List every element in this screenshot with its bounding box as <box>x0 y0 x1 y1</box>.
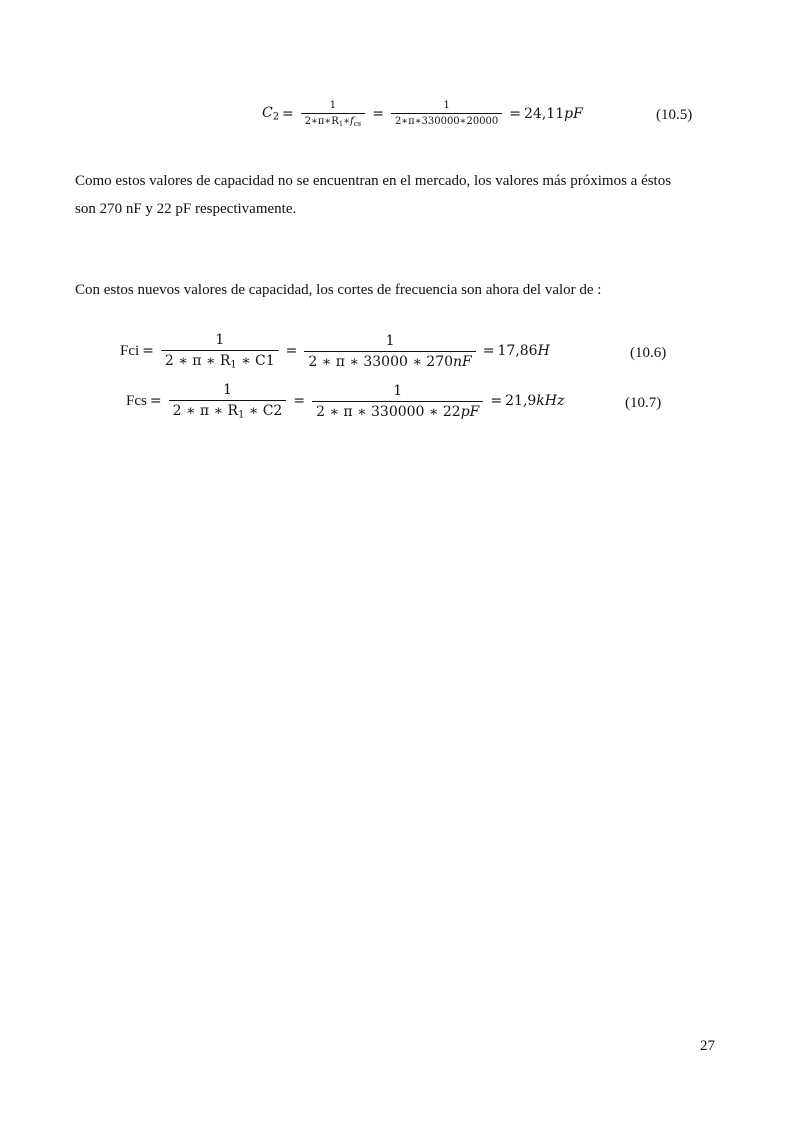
eq107-result <box>505 393 564 409</box>
eq105-result-unit: pF <box>564 105 583 122</box>
eq106-result-value: 17,86 <box>497 343 538 360</box>
eq105-frac1-numerator: 1 <box>329 100 337 111</box>
eq107-frac2-den-a: 2 ∗ π ∗ 330000 ∗ 22 <box>316 403 461 420</box>
eq107-frac2-den-b: pF <box>460 403 480 420</box>
eq106-frac1-denominator <box>161 350 279 370</box>
equation-number-10-5: (10.5) <box>656 107 693 123</box>
eq105-fraction-1 <box>301 100 366 128</box>
eq106-frac1-numerator: 1 <box>215 332 225 348</box>
equation-10-7 <box>126 382 564 420</box>
equation-number-10-6: (10.6) <box>630 345 667 361</box>
eq107-frac2-numerator: 1 <box>393 382 403 399</box>
equals-sign: = <box>149 393 162 410</box>
equation-10-5 <box>262 100 583 128</box>
equals-sign: = <box>281 105 294 122</box>
eq107-result-unit: kHz <box>536 393 565 410</box>
equals-sign: = <box>285 343 298 360</box>
eq105-lhs-sub: 2 <box>272 111 279 123</box>
paragraph-capacity-market <box>75 167 725 223</box>
eq106-frac1-den-sub: 1 <box>230 359 237 371</box>
equals-sign: = <box>293 393 306 410</box>
equals-sign: = <box>482 343 495 360</box>
eq105-frac1-denominator <box>301 113 366 128</box>
eq107-frac2-denominator <box>312 401 483 420</box>
eq107-frac1-den-sub: 1 <box>238 409 245 421</box>
eq105-lhs <box>262 105 279 122</box>
eq106-fraction-2 <box>304 333 475 370</box>
eq107-frac1-den-a: 2 ∗ π ∗ R <box>172 403 239 419</box>
eq105-result <box>524 106 583 122</box>
eq106-result <box>498 343 550 359</box>
eq107-lhs: Fcs <box>126 392 147 409</box>
eq105-result-value: 24,11 <box>524 105 565 122</box>
eq106-frac2-denominator <box>304 351 475 370</box>
eq105-frac1-den-a: 2∗π∗R <box>304 116 339 127</box>
equation-number-10-7: (10.7) <box>625 395 662 411</box>
eq105-frac1-den-sub: 1 <box>338 119 344 128</box>
eq106-fraction-1 <box>161 332 279 370</box>
eq105-frac1-den-sub2: cs <box>353 119 362 128</box>
eq105-fraction-2 <box>391 100 502 127</box>
eq106-result-unit: H <box>537 343 550 360</box>
eq106-lhs: Fci <box>120 342 140 359</box>
eq106-frac1-den-b: ∗ C1 <box>236 353 275 369</box>
equals-sign: = <box>142 343 154 360</box>
equals-sign: = <box>372 105 384 122</box>
eq107-frac1-numerator: 1 <box>223 382 232 398</box>
eq107-fraction-1 <box>169 382 287 420</box>
eq106-frac1-den-a: 2 ∗ π ∗ R <box>164 353 231 369</box>
eq105-frac1-den-b: ∗f <box>343 116 354 127</box>
eq107-fraction-2 <box>312 383 483 420</box>
page-number: 27 <box>700 1038 715 1054</box>
eq105-frac2-denominator: 2∗π∗330000∗20000 <box>391 113 502 127</box>
paragraph-line: Como estos valores de capacidad no se encuentran en el mercado, los valores más próximos a éstos <box>75 173 672 189</box>
eq105-lhs-symbol: C <box>262 105 273 122</box>
equals-sign: = <box>490 393 503 410</box>
eq106-frac2-den-b: nF <box>453 353 472 370</box>
equation-10-6 <box>120 332 550 370</box>
eq107-frac1-den-b: ∗ C2 <box>244 403 283 419</box>
eq105-frac2-numerator: 1 <box>443 100 450 112</box>
eq106-frac2-numerator: 1 <box>385 332 395 349</box>
paragraph-line: son 270 nF y 22 pF respectivamente. <box>75 201 297 217</box>
eq107-result-value: 21,9 <box>505 393 537 410</box>
paragraph-new-values: Con estos nuevos valores de capacidad, los cortes de frecuencia son ahora del valor de : <box>75 282 602 298</box>
eq107-frac1-denominator <box>169 400 287 420</box>
equals-sign: = <box>509 105 522 122</box>
eq106-frac2-den-a: 2 ∗ π ∗ 33000 ∗ 270 <box>308 353 454 370</box>
